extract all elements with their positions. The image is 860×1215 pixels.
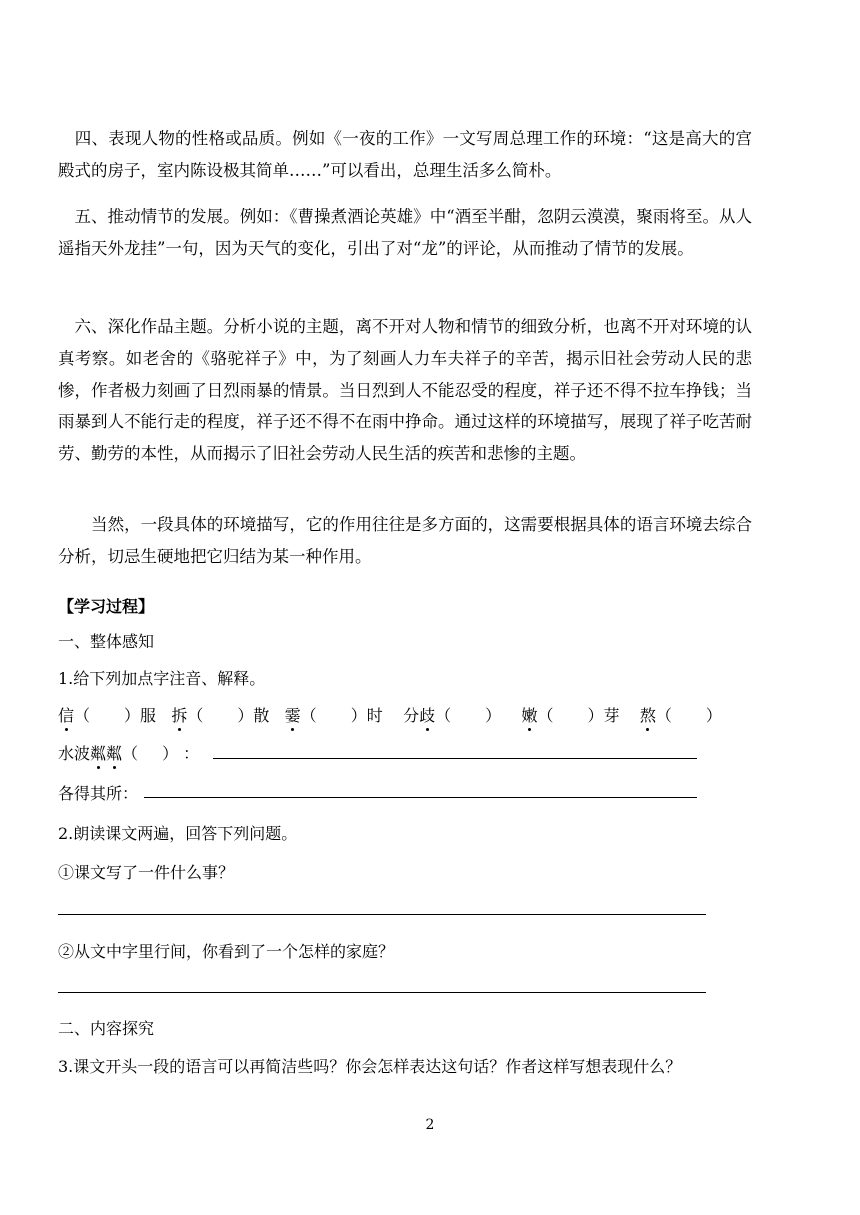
- part1-heading: 一、整体感知: [58, 632, 155, 651]
- dotted-char: 粼: [90, 741, 106, 764]
- answer-line[interactable]: [144, 797, 697, 798]
- dotted-char: 嫩: [521, 703, 537, 726]
- pinyin-exercise-row: 信（ ）服 拆（ ）散 霎（ ）时 分歧（ ） 嫩（ ）芽 熬（ ）: [58, 703, 722, 726]
- answer-line[interactable]: [213, 758, 697, 759]
- paragraph-plot-development: 五、推动情节的发展。例如：《曹操煮酒论英雄》中“酒至半酣，忽阴云漠漠，聚雨将至。从人遥指天外龙挂”一句，因为天气的变化，引出了对“龙”的评论，从而推动了情节的发展。: [58, 207, 752, 258]
- learning-process-heading: 【学习过程】: [58, 597, 155, 616]
- vocab-row-2: 各得其所：: [58, 784, 139, 803]
- page-number: 2: [425, 1117, 435, 1133]
- paragraph-conclusion: 当然，一段具体的环境描写，它的作用往往是多方面的，这需要根据具体的语言环境去综合分析，切忌生硬地把它归结为某一种作用。: [58, 515, 752, 566]
- question-2: 2.朗读课文两遍，回答下列问题。: [58, 824, 298, 843]
- dotted-char: 熬: [640, 703, 656, 726]
- question-2a: ①课文写了一件什么事？: [58, 863, 235, 882]
- question-2b: ②从文中字里行间，你看到了一个怎样的家庭？: [58, 942, 395, 961]
- paragraph-deepen-theme: 六、深化作品主题。分析小说的主题，离不开对人物和情节的细致分析，也离不开对环境的认真考察。如老舍的《骆驼祥子》中，为了刻画人力车夫祥子的辛苦，揭示旧社会劳动人民的悲惨，作者极力刻画了日烈雨暴的情景。当日烈到人不能忍受的程度，祥子还不得不拉车挣钱；当雨暴到人不能行走的程度，祥子还不得不在雨中挣命。通过这样的环境描写，展现了祥子吃苦耐劳、勤劳的本性，从而揭示了旧社会劳动人民生活的疾苦和悲惨的主题。: [58, 317, 752, 464]
- part2-heading: 二、内容探究: [58, 1019, 155, 1038]
- dotted-char: 歧: [419, 703, 435, 726]
- answer-line[interactable]: [58, 914, 706, 915]
- dotted-char: 粼: [106, 741, 122, 764]
- dotted-char: 拆: [171, 703, 187, 726]
- question-3: 3.课文开头一段的语言可以再简洁些吗？你会怎样表达这句话？作者这样写想表现什么？: [58, 1057, 682, 1076]
- paragraph-character-traits: 四、表现人物的性格或品质。例如《一夜的工作》一文写周总理工作的环境：“这是高大的宫殿式的房子，室内陈设极其简单……”可以看出，总理生活多么简朴。: [58, 129, 752, 180]
- dotted-char: 信: [58, 703, 74, 726]
- question-1: 1.给下列加点字注音、解释。: [58, 669, 266, 688]
- dotted-char: 霎: [285, 703, 301, 726]
- vocab-row-1: 水波粼粼（ ） ：: [58, 741, 199, 764]
- answer-line[interactable]: [58, 992, 706, 993]
